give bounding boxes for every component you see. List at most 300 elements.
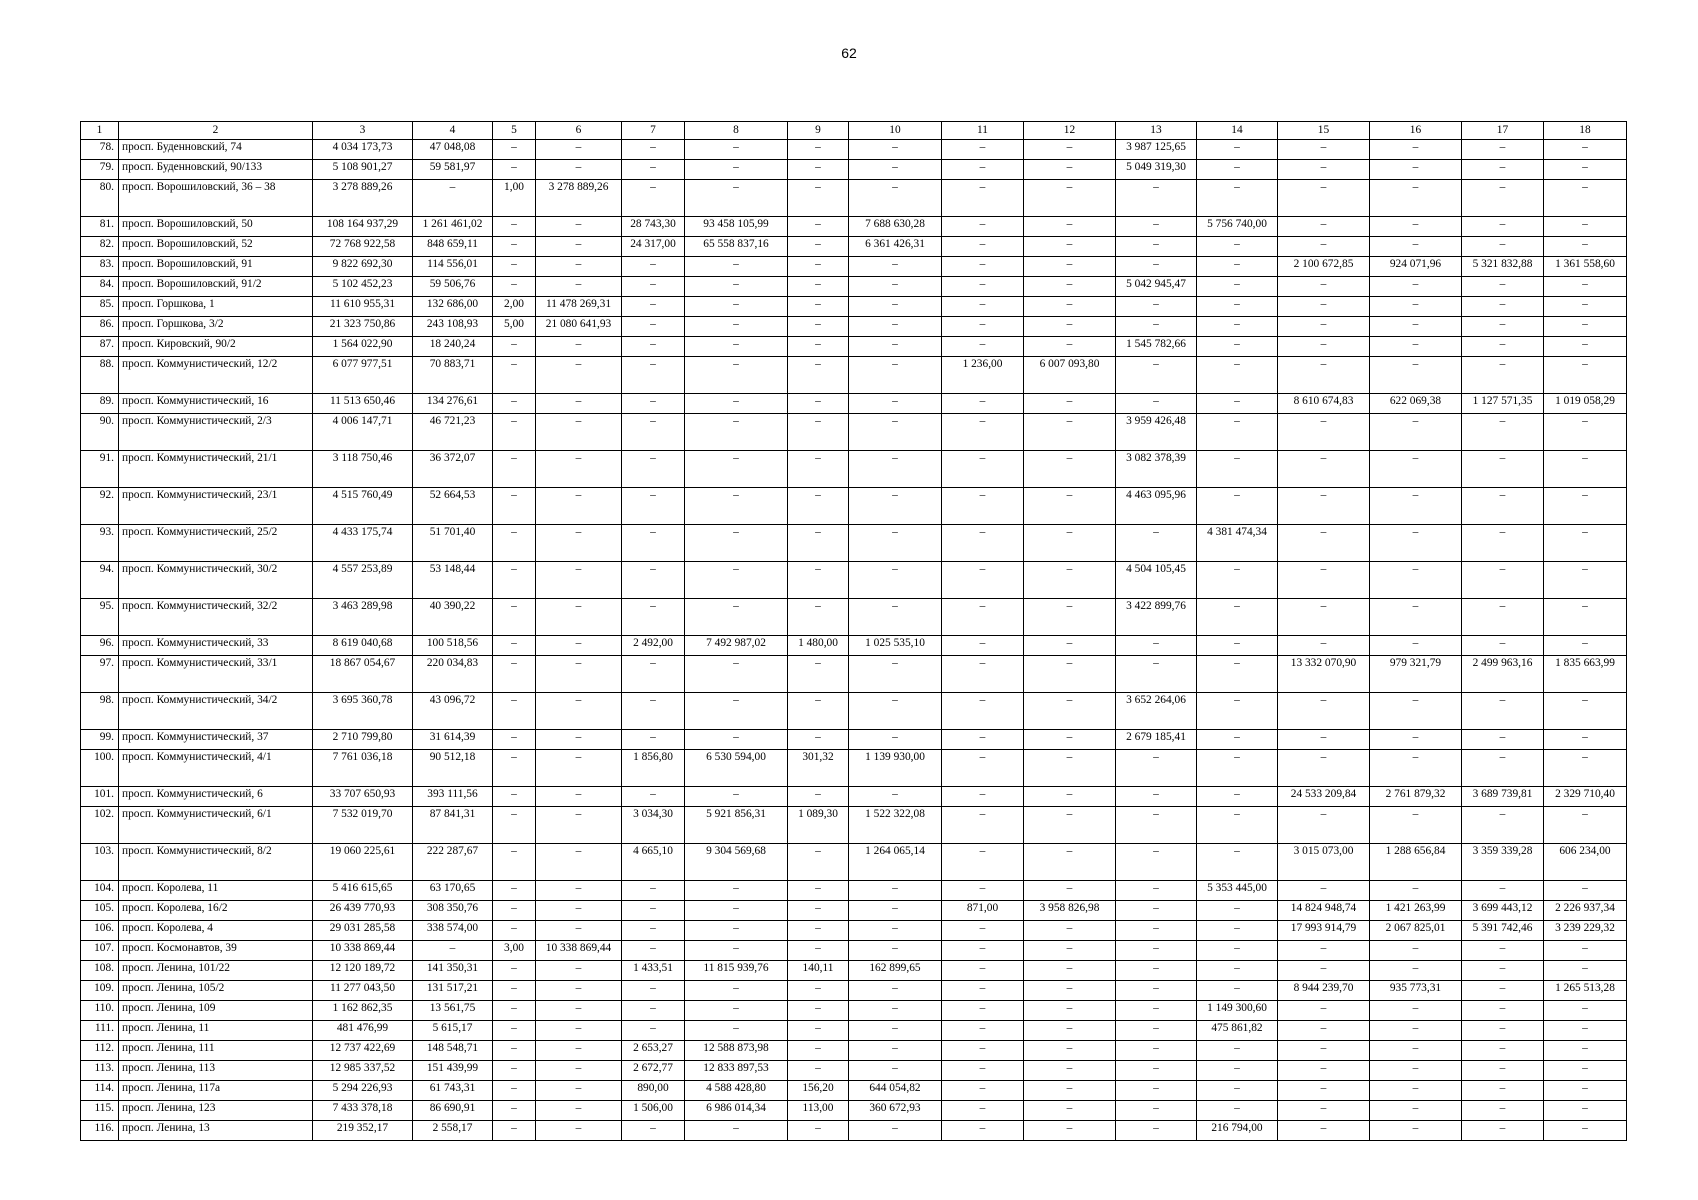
value-cell: – — [685, 1021, 788, 1041]
value-cell: – — [788, 844, 849, 881]
value-cell: 156,20 — [788, 1081, 849, 1101]
value-cell: – — [1197, 180, 1278, 217]
value-cell: 3 422 899,76 — [1116, 599, 1197, 636]
value-cell: 5 416 615,65 — [313, 881, 413, 901]
value-cell: – — [685, 394, 788, 414]
value-cell: 33 707 650,93 — [313, 787, 413, 807]
value-cell: – — [1544, 1021, 1627, 1041]
value-cell: – — [622, 297, 685, 317]
value-cell: – — [1278, 1081, 1370, 1101]
value-cell: 61 743,31 — [413, 1081, 493, 1101]
value-cell: 1 236,00 — [942, 357, 1024, 394]
value-cell: – — [536, 981, 622, 1001]
value-cell: – — [1544, 160, 1627, 180]
value-cell: – — [685, 297, 788, 317]
value-cell: – — [1544, 1001, 1627, 1021]
value-cell: 4 504 105,45 — [1116, 562, 1197, 599]
value-cell: – — [1462, 1041, 1544, 1061]
table-row — [81, 750, 1627, 787]
table-row — [81, 636, 1627, 656]
table-row — [81, 337, 1627, 357]
value-cell: – — [942, 488, 1024, 525]
value-cell: – — [942, 317, 1024, 337]
value-cell: – — [1370, 160, 1462, 180]
value-cell: – — [1116, 1101, 1197, 1121]
value-cell: 12 833 897,53 — [685, 1061, 788, 1081]
value-cell: – — [1544, 451, 1627, 488]
value-cell: – — [788, 730, 849, 750]
table-row — [81, 237, 1627, 257]
value-cell: – — [1544, 693, 1627, 730]
value-cell: 3 082 378,39 — [1116, 451, 1197, 488]
value-cell: – — [849, 981, 942, 1001]
value-cell: – — [685, 140, 788, 160]
value-cell: – — [1197, 394, 1278, 414]
value-cell: – — [622, 277, 685, 297]
row-index-cell: 95. — [81, 599, 119, 636]
value-cell: – — [849, 140, 942, 160]
value-cell: – — [685, 277, 788, 297]
table-row — [81, 981, 1627, 1001]
value-cell: 6 077 977,51 — [313, 357, 413, 394]
value-cell: – — [849, 317, 942, 337]
value-cell: – — [788, 656, 849, 693]
value-cell: – — [1024, 636, 1116, 656]
value-cell: 4 034 173,73 — [313, 140, 413, 160]
value-cell: 12 737 422,69 — [313, 1041, 413, 1061]
value-cell: – — [1024, 1101, 1116, 1121]
value-cell: – — [788, 941, 849, 961]
table-row — [81, 317, 1627, 337]
value-cell: – — [1544, 599, 1627, 636]
value-cell: – — [1462, 317, 1544, 337]
value-cell: – — [1024, 921, 1116, 941]
value-cell: 1 149 300,60 — [1197, 1001, 1278, 1021]
address-cell: просп. Коммунистический, 25/2 — [119, 525, 313, 562]
value-cell: 393 111,56 — [413, 787, 493, 807]
value-cell: – — [1197, 488, 1278, 525]
value-cell: – — [1462, 730, 1544, 750]
address-cell: просп. Ленина, 113 — [119, 1061, 313, 1081]
value-cell: – — [1197, 1041, 1278, 1061]
value-cell: – — [1116, 921, 1197, 941]
table-row — [81, 941, 1627, 961]
value-cell: 31 614,39 — [413, 730, 493, 750]
value-cell: 2 499 963,16 — [1462, 656, 1544, 693]
value-cell: – — [1370, 488, 1462, 525]
table-row — [81, 656, 1627, 693]
value-cell: 2 067 825,01 — [1370, 921, 1462, 941]
value-cell: 3 034,30 — [622, 807, 685, 844]
value-cell: – — [1544, 488, 1627, 525]
value-cell: – — [493, 394, 536, 414]
value-cell: – — [1197, 1081, 1278, 1101]
column-header: 13 — [1116, 122, 1197, 140]
value-cell: – — [1544, 636, 1627, 656]
address-cell: просп. Горшкова, 3/2 — [119, 317, 313, 337]
value-cell: – — [1197, 562, 1278, 599]
value-cell: 43 096,72 — [413, 693, 493, 730]
value-cell: – — [1024, 297, 1116, 317]
value-cell: 8 610 674,83 — [1278, 394, 1370, 414]
value-cell: – — [536, 807, 622, 844]
value-cell: – — [1197, 807, 1278, 844]
value-cell: – — [1278, 1101, 1370, 1121]
value-cell: – — [1370, 237, 1462, 257]
column-header: 11 — [942, 122, 1024, 140]
value-cell: – — [622, 921, 685, 941]
value-cell: – — [493, 656, 536, 693]
value-cell: – — [536, 901, 622, 921]
row-index-cell: 113. — [81, 1061, 119, 1081]
value-cell: – — [1370, 1021, 1462, 1041]
value-cell: 72 768 922,58 — [313, 237, 413, 257]
value-cell: 2 492,00 — [622, 636, 685, 656]
value-cell: 1 506,00 — [622, 1101, 685, 1121]
value-cell: – — [1370, 807, 1462, 844]
value-cell: – — [1024, 599, 1116, 636]
value-cell: – — [849, 787, 942, 807]
value-cell: – — [1544, 1101, 1627, 1121]
value-cell: – — [493, 525, 536, 562]
value-cell: 9 304 569,68 — [685, 844, 788, 881]
value-cell: 2 558,17 — [413, 1121, 493, 1141]
value-cell: – — [1024, 257, 1116, 277]
value-cell: 3 278 889,26 — [313, 180, 413, 217]
value-cell: 3 239 229,32 — [1544, 921, 1627, 941]
value-cell: – — [536, 961, 622, 981]
value-cell: – — [536, 787, 622, 807]
value-cell: – — [536, 277, 622, 297]
value-cell: – — [788, 257, 849, 277]
value-cell: – — [942, 562, 1024, 599]
column-header: 9 — [788, 122, 849, 140]
value-cell: – — [1278, 451, 1370, 488]
address-cell: просп. Кировский, 90/2 — [119, 337, 313, 357]
value-cell: – — [1116, 656, 1197, 693]
value-cell: – — [493, 257, 536, 277]
value-cell: – — [1544, 1121, 1627, 1141]
column-header: 5 — [493, 122, 536, 140]
value-cell: – — [493, 217, 536, 237]
value-cell: – — [1116, 844, 1197, 881]
address-cell: просп. Ленина, 123 — [119, 1101, 313, 1121]
value-cell: – — [536, 488, 622, 525]
value-cell: – — [685, 525, 788, 562]
value-cell: – — [493, 844, 536, 881]
value-cell: – — [1278, 1021, 1370, 1041]
row-index-cell: 91. — [81, 451, 119, 488]
value-cell: – — [1024, 451, 1116, 488]
value-cell: – — [788, 562, 849, 599]
column-header: 18 — [1544, 122, 1627, 140]
value-cell: – — [536, 414, 622, 451]
value-cell: – — [1024, 1041, 1116, 1061]
value-cell: – — [1024, 787, 1116, 807]
value-cell: – — [536, 1021, 622, 1041]
value-cell: 935 773,31 — [1370, 981, 1462, 1001]
value-cell: – — [685, 317, 788, 337]
value-cell: – — [1024, 337, 1116, 357]
value-cell: – — [1024, 750, 1116, 787]
value-cell: – — [1024, 217, 1116, 237]
value-cell: – — [1024, 1121, 1116, 1141]
value-cell: – — [1116, 961, 1197, 981]
column-header: 3 — [313, 122, 413, 140]
value-cell: 10 338 869,44 — [313, 941, 413, 961]
value-cell: – — [1462, 180, 1544, 217]
column-header: 12 — [1024, 122, 1116, 140]
row-index-cell: 100. — [81, 750, 119, 787]
column-header: 17 — [1462, 122, 1544, 140]
value-cell: – — [1024, 140, 1116, 160]
value-cell: – — [1278, 277, 1370, 297]
value-cell: – — [1197, 1061, 1278, 1081]
value-cell: 140,11 — [788, 961, 849, 981]
value-cell: – — [685, 488, 788, 525]
value-cell: – — [622, 488, 685, 525]
value-cell: 301,32 — [788, 750, 849, 787]
value-cell: 5 756 740,00 — [1197, 217, 1278, 237]
value-cell: 52 664,53 — [413, 488, 493, 525]
value-cell: – — [685, 787, 788, 807]
table-row — [81, 160, 1627, 180]
address-cell: просп. Коммунистический, 23/1 — [119, 488, 313, 525]
table-body — [81, 140, 1627, 1141]
value-cell: 59 506,76 — [413, 277, 493, 297]
value-cell: – — [1278, 1001, 1370, 1021]
value-cell: – — [685, 257, 788, 277]
value-cell: – — [493, 1061, 536, 1081]
value-cell: 5 042 945,47 — [1116, 277, 1197, 297]
value-cell: 11 277 043,50 — [313, 981, 413, 1001]
value-cell: – — [1197, 160, 1278, 180]
value-cell: – — [1024, 1001, 1116, 1021]
value-cell: – — [536, 1061, 622, 1081]
value-cell: – — [849, 277, 942, 297]
value-cell: 219 352,17 — [313, 1121, 413, 1141]
value-cell: – — [788, 1061, 849, 1081]
value-cell: – — [1544, 414, 1627, 451]
value-cell: 51 701,40 — [413, 525, 493, 562]
value-cell: – — [1116, 525, 1197, 562]
value-cell: 65 558 837,16 — [685, 237, 788, 257]
table-row — [81, 414, 1627, 451]
value-cell: 7 433 378,18 — [313, 1101, 413, 1121]
value-cell: 100 518,56 — [413, 636, 493, 656]
value-cell: – — [788, 237, 849, 257]
table-row — [81, 394, 1627, 414]
value-cell: – — [1197, 750, 1278, 787]
value-cell: 4 665,10 — [622, 844, 685, 881]
value-cell: 1 265 513,28 — [1544, 981, 1627, 1001]
row-index-cell: 115. — [81, 1101, 119, 1121]
value-cell: – — [849, 1041, 942, 1061]
value-cell: – — [1370, 357, 1462, 394]
value-cell: – — [1462, 525, 1544, 562]
value-cell: – — [942, 844, 1024, 881]
value-cell: 924 071,96 — [1370, 257, 1462, 277]
table-row — [81, 1121, 1627, 1141]
value-cell: – — [1370, 636, 1462, 656]
address-cell: просп. Коммунистический, 33/1 — [119, 656, 313, 693]
value-cell: – — [1544, 317, 1627, 337]
value-cell: – — [622, 140, 685, 160]
table-row — [81, 961, 1627, 981]
value-cell: – — [1116, 394, 1197, 414]
value-cell: – — [622, 656, 685, 693]
value-cell: – — [493, 337, 536, 357]
value-cell: 113,00 — [788, 1101, 849, 1121]
value-cell: 21 080 641,93 — [536, 317, 622, 337]
row-index-cell: 97. — [81, 656, 119, 693]
value-cell: – — [1197, 961, 1278, 981]
value-cell: – — [1370, 750, 1462, 787]
value-cell: – — [1278, 140, 1370, 160]
value-cell: – — [1278, 337, 1370, 357]
value-cell: 308 350,76 — [413, 901, 493, 921]
value-cell: – — [1197, 1101, 1278, 1121]
value-cell: – — [1462, 414, 1544, 451]
value-cell: – — [788, 1021, 849, 1041]
value-cell: – — [1197, 337, 1278, 357]
value-cell: – — [413, 941, 493, 961]
value-cell: – — [849, 160, 942, 180]
table-row — [81, 599, 1627, 636]
row-index-cell: 84. — [81, 277, 119, 297]
value-cell: – — [1462, 941, 1544, 961]
value-cell: – — [1278, 525, 1370, 562]
value-cell: – — [788, 525, 849, 562]
value-cell: – — [849, 599, 942, 636]
value-cell: – — [788, 140, 849, 160]
value-cell: 12 588 873,98 — [685, 1041, 788, 1061]
value-cell: – — [788, 1121, 849, 1141]
value-cell: – — [849, 180, 942, 217]
value-cell: – — [1278, 237, 1370, 257]
value-cell: – — [942, 160, 1024, 180]
table-row — [81, 297, 1627, 317]
value-cell: – — [942, 881, 1024, 901]
value-cell: – — [1370, 562, 1462, 599]
value-cell: – — [1544, 237, 1627, 257]
address-cell: просп. Буденновский, 90/133 — [119, 160, 313, 180]
value-cell: 2 329 710,40 — [1544, 787, 1627, 807]
value-cell: 7 688 630,28 — [849, 217, 942, 237]
row-index-cell: 101. — [81, 787, 119, 807]
value-cell: 6 986 014,34 — [685, 1101, 788, 1121]
table-row — [81, 140, 1627, 160]
table-row — [81, 562, 1627, 599]
value-cell: – — [1024, 693, 1116, 730]
value-cell: – — [622, 599, 685, 636]
value-cell: – — [493, 599, 536, 636]
value-cell: – — [788, 1041, 849, 1061]
value-cell: – — [1024, 180, 1116, 217]
address-cell: просп. Коммунистический, 6/1 — [119, 807, 313, 844]
value-cell: – — [1544, 180, 1627, 217]
value-cell: – — [1197, 844, 1278, 881]
value-cell: – — [1116, 636, 1197, 656]
value-cell: – — [1197, 297, 1278, 317]
address-cell: просп. Коммунистический, 30/2 — [119, 562, 313, 599]
value-cell: 3 689 739,81 — [1462, 787, 1544, 807]
value-cell: – — [1024, 237, 1116, 257]
value-cell: – — [788, 488, 849, 525]
value-cell: – — [1116, 750, 1197, 787]
value-cell: 3 959 426,48 — [1116, 414, 1197, 451]
value-cell: – — [1370, 1121, 1462, 1141]
value-cell: – — [1024, 414, 1116, 451]
row-index-cell: 110. — [81, 1001, 119, 1021]
value-cell: – — [788, 217, 849, 237]
value-cell: – — [622, 257, 685, 277]
value-cell: 3 958 826,98 — [1024, 901, 1116, 921]
value-cell: 4 588 428,80 — [685, 1081, 788, 1101]
value-cell: 3 699 443,12 — [1462, 901, 1544, 921]
value-cell: – — [685, 656, 788, 693]
value-cell: – — [849, 394, 942, 414]
value-cell: 11 478 269,31 — [536, 297, 622, 317]
value-cell: – — [788, 277, 849, 297]
row-index-cell: 79. — [81, 160, 119, 180]
value-cell: 1 361 558,60 — [1544, 257, 1627, 277]
value-cell: 132 686,00 — [413, 297, 493, 317]
value-cell: – — [1024, 1021, 1116, 1041]
address-cell: просп. Буденновский, 74 — [119, 140, 313, 160]
value-cell: – — [493, 981, 536, 1001]
value-cell: – — [942, 451, 1024, 488]
value-cell: 7 761 036,18 — [313, 750, 413, 787]
address-cell: просп. Ленина, 13 — [119, 1121, 313, 1141]
value-cell: – — [1278, 1121, 1370, 1141]
value-cell: – — [493, 807, 536, 844]
value-cell: – — [622, 1021, 685, 1041]
value-cell: – — [1278, 636, 1370, 656]
value-cell: 5 353 445,00 — [1197, 881, 1278, 901]
value-cell: – — [942, 394, 1024, 414]
value-cell: – — [942, 1041, 1024, 1061]
value-cell: – — [942, 1001, 1024, 1021]
table-row — [81, 1101, 1627, 1121]
value-cell: – — [1116, 1081, 1197, 1101]
value-cell: 13 561,75 — [413, 1001, 493, 1021]
table-row — [81, 730, 1627, 750]
row-index-cell: 90. — [81, 414, 119, 451]
value-cell: – — [536, 1121, 622, 1141]
value-cell: – — [1024, 844, 1116, 881]
value-cell: – — [685, 451, 788, 488]
value-cell: – — [536, 844, 622, 881]
value-cell: – — [493, 1021, 536, 1041]
value-cell: – — [1197, 901, 1278, 921]
value-cell: – — [536, 921, 622, 941]
value-cell: – — [622, 337, 685, 357]
value-cell: – — [493, 237, 536, 257]
address-cell: просп. Королева, 16/2 — [119, 901, 313, 921]
value-cell: 622 069,38 — [1370, 394, 1462, 414]
value-cell: – — [1462, 1021, 1544, 1041]
value-cell: – — [1116, 1001, 1197, 1021]
address-cell: просп. Коммунистический, 32/2 — [119, 599, 313, 636]
value-cell: – — [1116, 807, 1197, 844]
value-cell: 7 492 987,02 — [685, 636, 788, 656]
page-number: 62 — [841, 45, 857, 61]
value-cell: 141 350,31 — [413, 961, 493, 981]
value-cell: 4 381 474,34 — [1197, 525, 1278, 562]
value-cell: – — [536, 237, 622, 257]
address-cell: просп. Коммунистический, 4/1 — [119, 750, 313, 787]
